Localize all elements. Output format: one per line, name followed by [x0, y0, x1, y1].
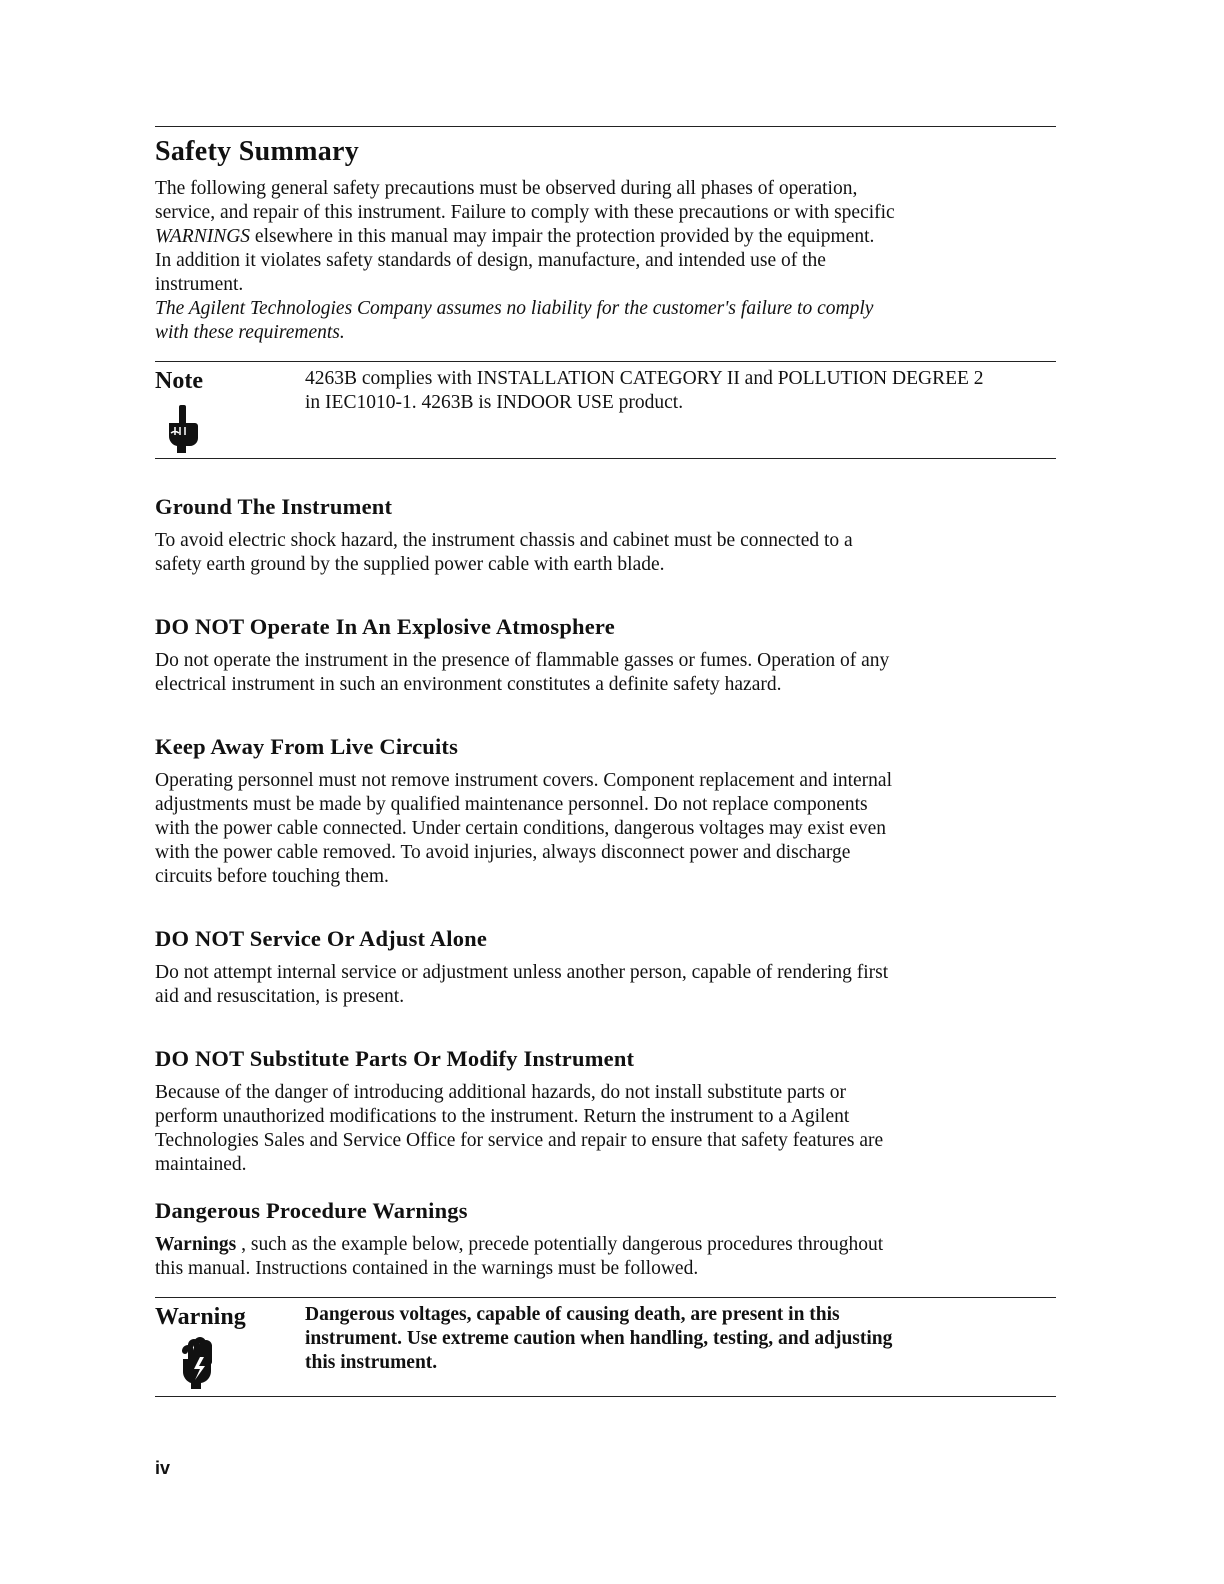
- section-heading: Keep Away From Live Circuits: [155, 734, 459, 759]
- section-line: this manual. Instructions contained in the warnings must be followed.: [155, 1258, 699, 1279]
- section-line: , such as the example below, precede potentially dangerous procedures throughout: [236, 1234, 884, 1255]
- liability-line: The Agilent Technologies Company assumes no liability for the customer's failure to comply: [155, 298, 874, 319]
- section-line: safety earth ground by the supplied power cable with earth blade.: [155, 554, 665, 575]
- section-line: with the power cable connected. Under certain conditions, dangerous voltages may exist even: [155, 818, 887, 839]
- warnings-bold-word: Warnings: [155, 1234, 237, 1255]
- warning-label: Warning: [155, 1304, 246, 1330]
- note-body: [305, 362, 1056, 458]
- section-heading: DO NOT Operate In An Explosive Atmosphere: [155, 614, 615, 639]
- intro-line: elsewhere in this manual may impair the protection provided by the equipment.: [250, 226, 875, 247]
- section-live-circuits: [155, 733, 1056, 889]
- section-heading: DO NOT Service Or Adjust Alone: [155, 926, 488, 951]
- warning-line: this instrument.: [305, 1352, 438, 1373]
- liability-line: with these requirements.: [155, 322, 345, 343]
- section-line: To avoid electric shock hazard, the instrument chassis and cabinet must be connected to a: [155, 530, 853, 551]
- intro-line: service, and repair of this instrument. Failure to comply with these precautions or with specific: [155, 202, 895, 223]
- section-line: maintained.: [155, 1154, 247, 1175]
- section-dangerous-warnings: [155, 1197, 1056, 1281]
- section-line: circuits before touching them.: [155, 866, 389, 887]
- section-line: perform unauthorized modifications to the instrument. Return the instrument to a Agilent: [155, 1106, 850, 1127]
- warning-body: [305, 1298, 1056, 1396]
- section-heading: Dangerous Procedure Warnings: [155, 1198, 468, 1223]
- section-line: with the power cable removed. To avoid injuries, always disconnect power and discharge: [155, 842, 851, 863]
- note-callout: [155, 361, 1056, 459]
- warning-callout: [155, 1297, 1056, 1397]
- note-label: Note: [155, 368, 203, 394]
- section-ground: [155, 493, 1056, 577]
- section-line: Do not operate the instrument in the presence of flammable gasses or fumes. Operation of any: [155, 650, 890, 671]
- section-explosive: [155, 613, 1056, 697]
- intro-line: The following general safety precautions must be observed during all phases of operation,: [155, 178, 858, 199]
- title-top-rule: [155, 126, 1056, 127]
- section-line: Operating personnel must not remove instrument covers. Component replacement and internal: [155, 770, 893, 791]
- warnings-emphasis: WARNINGS: [155, 226, 251, 247]
- section-line: electrical instrument in such an environment constitutes a definite safety hazard.: [155, 674, 782, 695]
- intro-paragraph: [155, 177, 1056, 345]
- intro-line: instrument.: [155, 274, 244, 295]
- intro-line: In addition it violates safety standards of design, manufacture, and intended use of the: [155, 250, 826, 271]
- pointing-hand-icon: [165, 403, 199, 455]
- warning-line: Dangerous voltages, capable of causing death, are present in this: [305, 1304, 840, 1325]
- hand-lightning-icon: [179, 1337, 217, 1391]
- page-title: Safety Summary: [155, 136, 360, 167]
- section-line: Do not attempt internal service or adjustment unless another person, capable of rendering first: [155, 962, 889, 983]
- page-number: iv: [155, 1458, 171, 1478]
- section-line: Technologies Sales and Service Office for service and repair to ensure that safety features are: [155, 1130, 884, 1151]
- note-line: 4263B complies with INSTALLATION CATEGORY II and POLLUTION DEGREE 2: [305, 368, 984, 389]
- section-line: adjustments must be made by qualified maintenance personnel. Do not replace components: [155, 794, 868, 815]
- section-line: Because of the danger of introducing additional hazards, do not install substitute parts or: [155, 1082, 846, 1103]
- document-page: [155, 126, 1056, 1397]
- section-service-alone: [155, 925, 1056, 1009]
- note-line: in IEC1010-1. 4263B is INDOOR USE product.: [305, 392, 684, 413]
- section-substitute-parts: [155, 1045, 1056, 1177]
- warning-line: instrument. Use extreme caution when handling, testing, and adjusting: [305, 1328, 893, 1349]
- section-heading: Ground The Instrument: [155, 494, 393, 519]
- section-heading: DO NOT Substitute Parts Or Modify Instrument: [155, 1046, 635, 1071]
- section-line: aid and resuscitation, is present.: [155, 986, 405, 1007]
